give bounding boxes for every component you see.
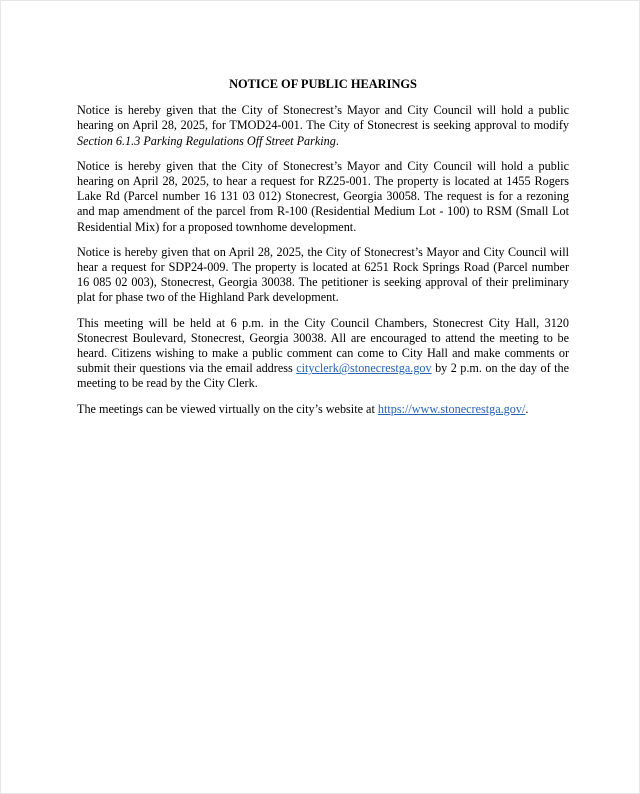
section-reference: Section 6.1.3 Parking Regulations Off Street Parking: [77, 133, 336, 148]
paragraph-end: .: [335, 133, 339, 148]
paragraph-end: by 2 p.m. on the day of the meeting to be read by the City Clerk.: [77, 361, 569, 391]
paragraph-tmod24-001: [77, 103, 569, 149]
paragraph-end: .: [525, 401, 529, 416]
paragraph-virtual-viewing: [77, 402, 569, 417]
paragraph-text: This meeting will be held at 6 p.m. in the City Council Chambers, Stonecrest City Hall, 3120 Stonecrest Boulevard, Stonecrest, Georgia 30038. All are encouraged to attend the meeting to be heard. Citizens wishing to make a public comment can come to City Hall and make comments or submit their questions via the email address: [77, 315, 569, 376]
website-link[interactable]: https://www.stonecrestga.gov/: [377, 401, 526, 416]
paragraph-rz25-001: Notice is hereby given that the City of Stonecrest’s Mayor and City Council will hold a public hearing on April 28, 2025, to hear a request for RZ25-001. The property is located at 1455 Rogers Lake Rd (Parcel number 16 131 03 012) Stonecrest, Georgia 30058. The request is for a rezoning and map amendment of the parcel from R-100 (Residential Medium Lot - 100) to RSM (Small Lot Residential Mix) for a proposed townhome development.: [77, 158, 569, 234]
email-link[interactable]: cityclerk@stonecrestga.gov: [296, 361, 432, 376]
paragraph-text: The meetings can be viewed virtually on the city’s website at: [77, 401, 378, 416]
notice-title: NOTICE OF PUBLIC HEARINGS: [229, 77, 417, 91]
paragraph-text: Notice is hereby given that the City of Stonecrest’s Mayor and City Council will hold a public hearing on April 28, 2025, for TMOD24-001. The City of Stonecrest is seeking approval to modify: [77, 103, 569, 133]
paragraph-meeting-details: [77, 316, 569, 392]
document-body: [77, 77, 569, 427]
paragraph-sdp24-009: Notice is hereby given that on April 28, 2025, the City of Stonecrest’s Mayor and City Council will hear a request for SDP24-009. The property is located at 6251 Rock Springs Road (Parcel number 16 085 02 003), Stonecrest, Georgia 30038. The petitioner is seeking approval of their preliminary plat for phase two of the Highland Park development.: [77, 244, 569, 305]
